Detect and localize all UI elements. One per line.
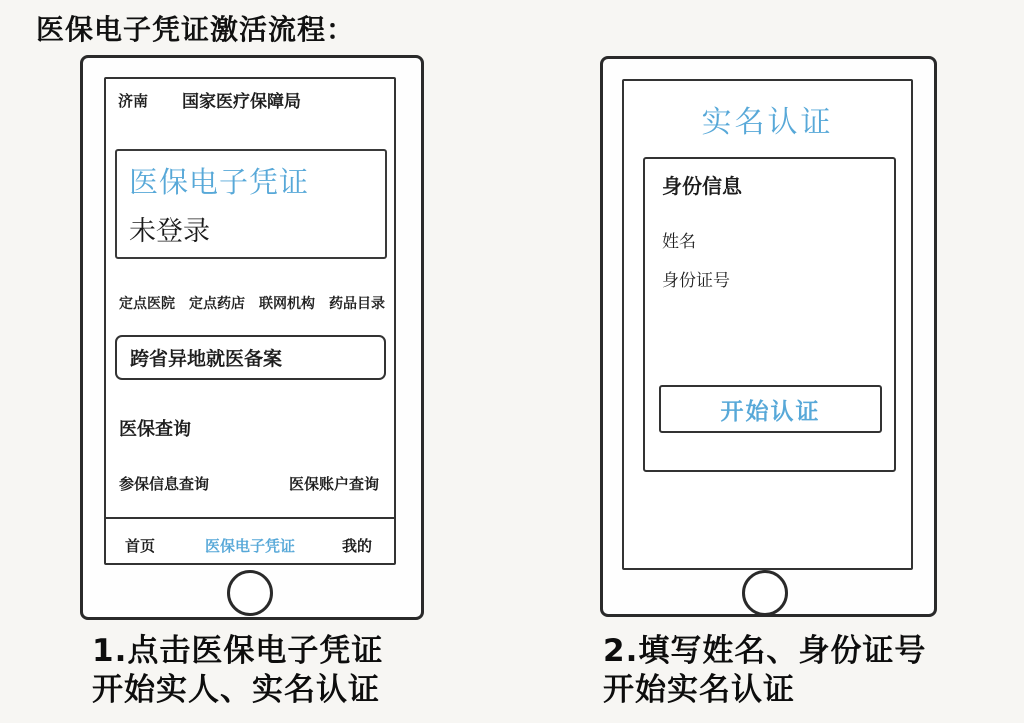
phone-1-frame <box>80 55 424 620</box>
login-status-label: 未登录 <box>129 216 210 247</box>
identity-info-form <box>643 157 896 472</box>
quick-links-row <box>119 293 385 313</box>
tab-ehealth-cert[interactable]: 医保电子凭证 <box>204 537 296 555</box>
step-1-caption-line-2: 开始实人、实名认证 <box>92 672 380 708</box>
step-1-caption <box>92 632 383 710</box>
header-org-title: 国家医疗保障局 <box>182 92 301 112</box>
start-auth-button[interactable] <box>659 385 882 433</box>
cert-card-title: 医保电子凭证 <box>129 165 310 199</box>
step-1-caption-line-1: 1.点击医保电子凭证 <box>92 633 384 669</box>
page-title: 医保电子凭证激活流程： <box>36 13 356 46</box>
query-enrollment-info-link[interactable]: 参保信息查询 <box>119 475 210 493</box>
id-number-field[interactable]: 身份证号 <box>662 271 730 291</box>
home-button[interactable] <box>227 570 273 616</box>
quick-link-designated-pharmacies[interactable]: 定点药店 <box>189 296 245 312</box>
phone-2-screen <box>622 79 913 570</box>
quick-link-drug-catalog[interactable]: 药品目录 <box>329 296 385 312</box>
quick-link-networked-institutions[interactable]: 联网机构 <box>259 296 315 312</box>
realname-auth-title: 实名认证 <box>701 105 834 140</box>
query-links-row <box>119 473 379 494</box>
identity-info-title: 身份信息 <box>662 174 742 198</box>
banner-label: 跨省异地就医备案 <box>130 348 283 370</box>
query-account-link[interactable]: 医保账户查询 <box>288 475 379 493</box>
step-2-caption-line-1: 2.填写姓名、身份证号 <box>603 633 927 669</box>
tab-mine[interactable]: 我的 <box>341 537 372 555</box>
home-button[interactable] <box>742 570 788 616</box>
quick-link-designated-hospitals[interactable]: 定点医院 <box>119 296 175 312</box>
cross-province-filing-banner[interactable] <box>115 335 386 380</box>
step-2-caption-line-2: 开始实名认证 <box>603 672 795 708</box>
header-city-label: 济南 <box>118 92 149 110</box>
phone-1-screen <box>104 77 396 565</box>
phone-2-frame <box>600 56 937 617</box>
start-auth-button-label: 开始认证 <box>720 398 821 425</box>
tab-bar <box>106 517 394 565</box>
name-field[interactable]: 姓名 <box>662 232 696 252</box>
step-2-caption <box>603 632 926 710</box>
medicare-query-section-title: 医保查询 <box>119 419 191 440</box>
ehealth-cert-card[interactable] <box>115 149 387 259</box>
tab-home[interactable]: 首页 <box>125 537 156 555</box>
